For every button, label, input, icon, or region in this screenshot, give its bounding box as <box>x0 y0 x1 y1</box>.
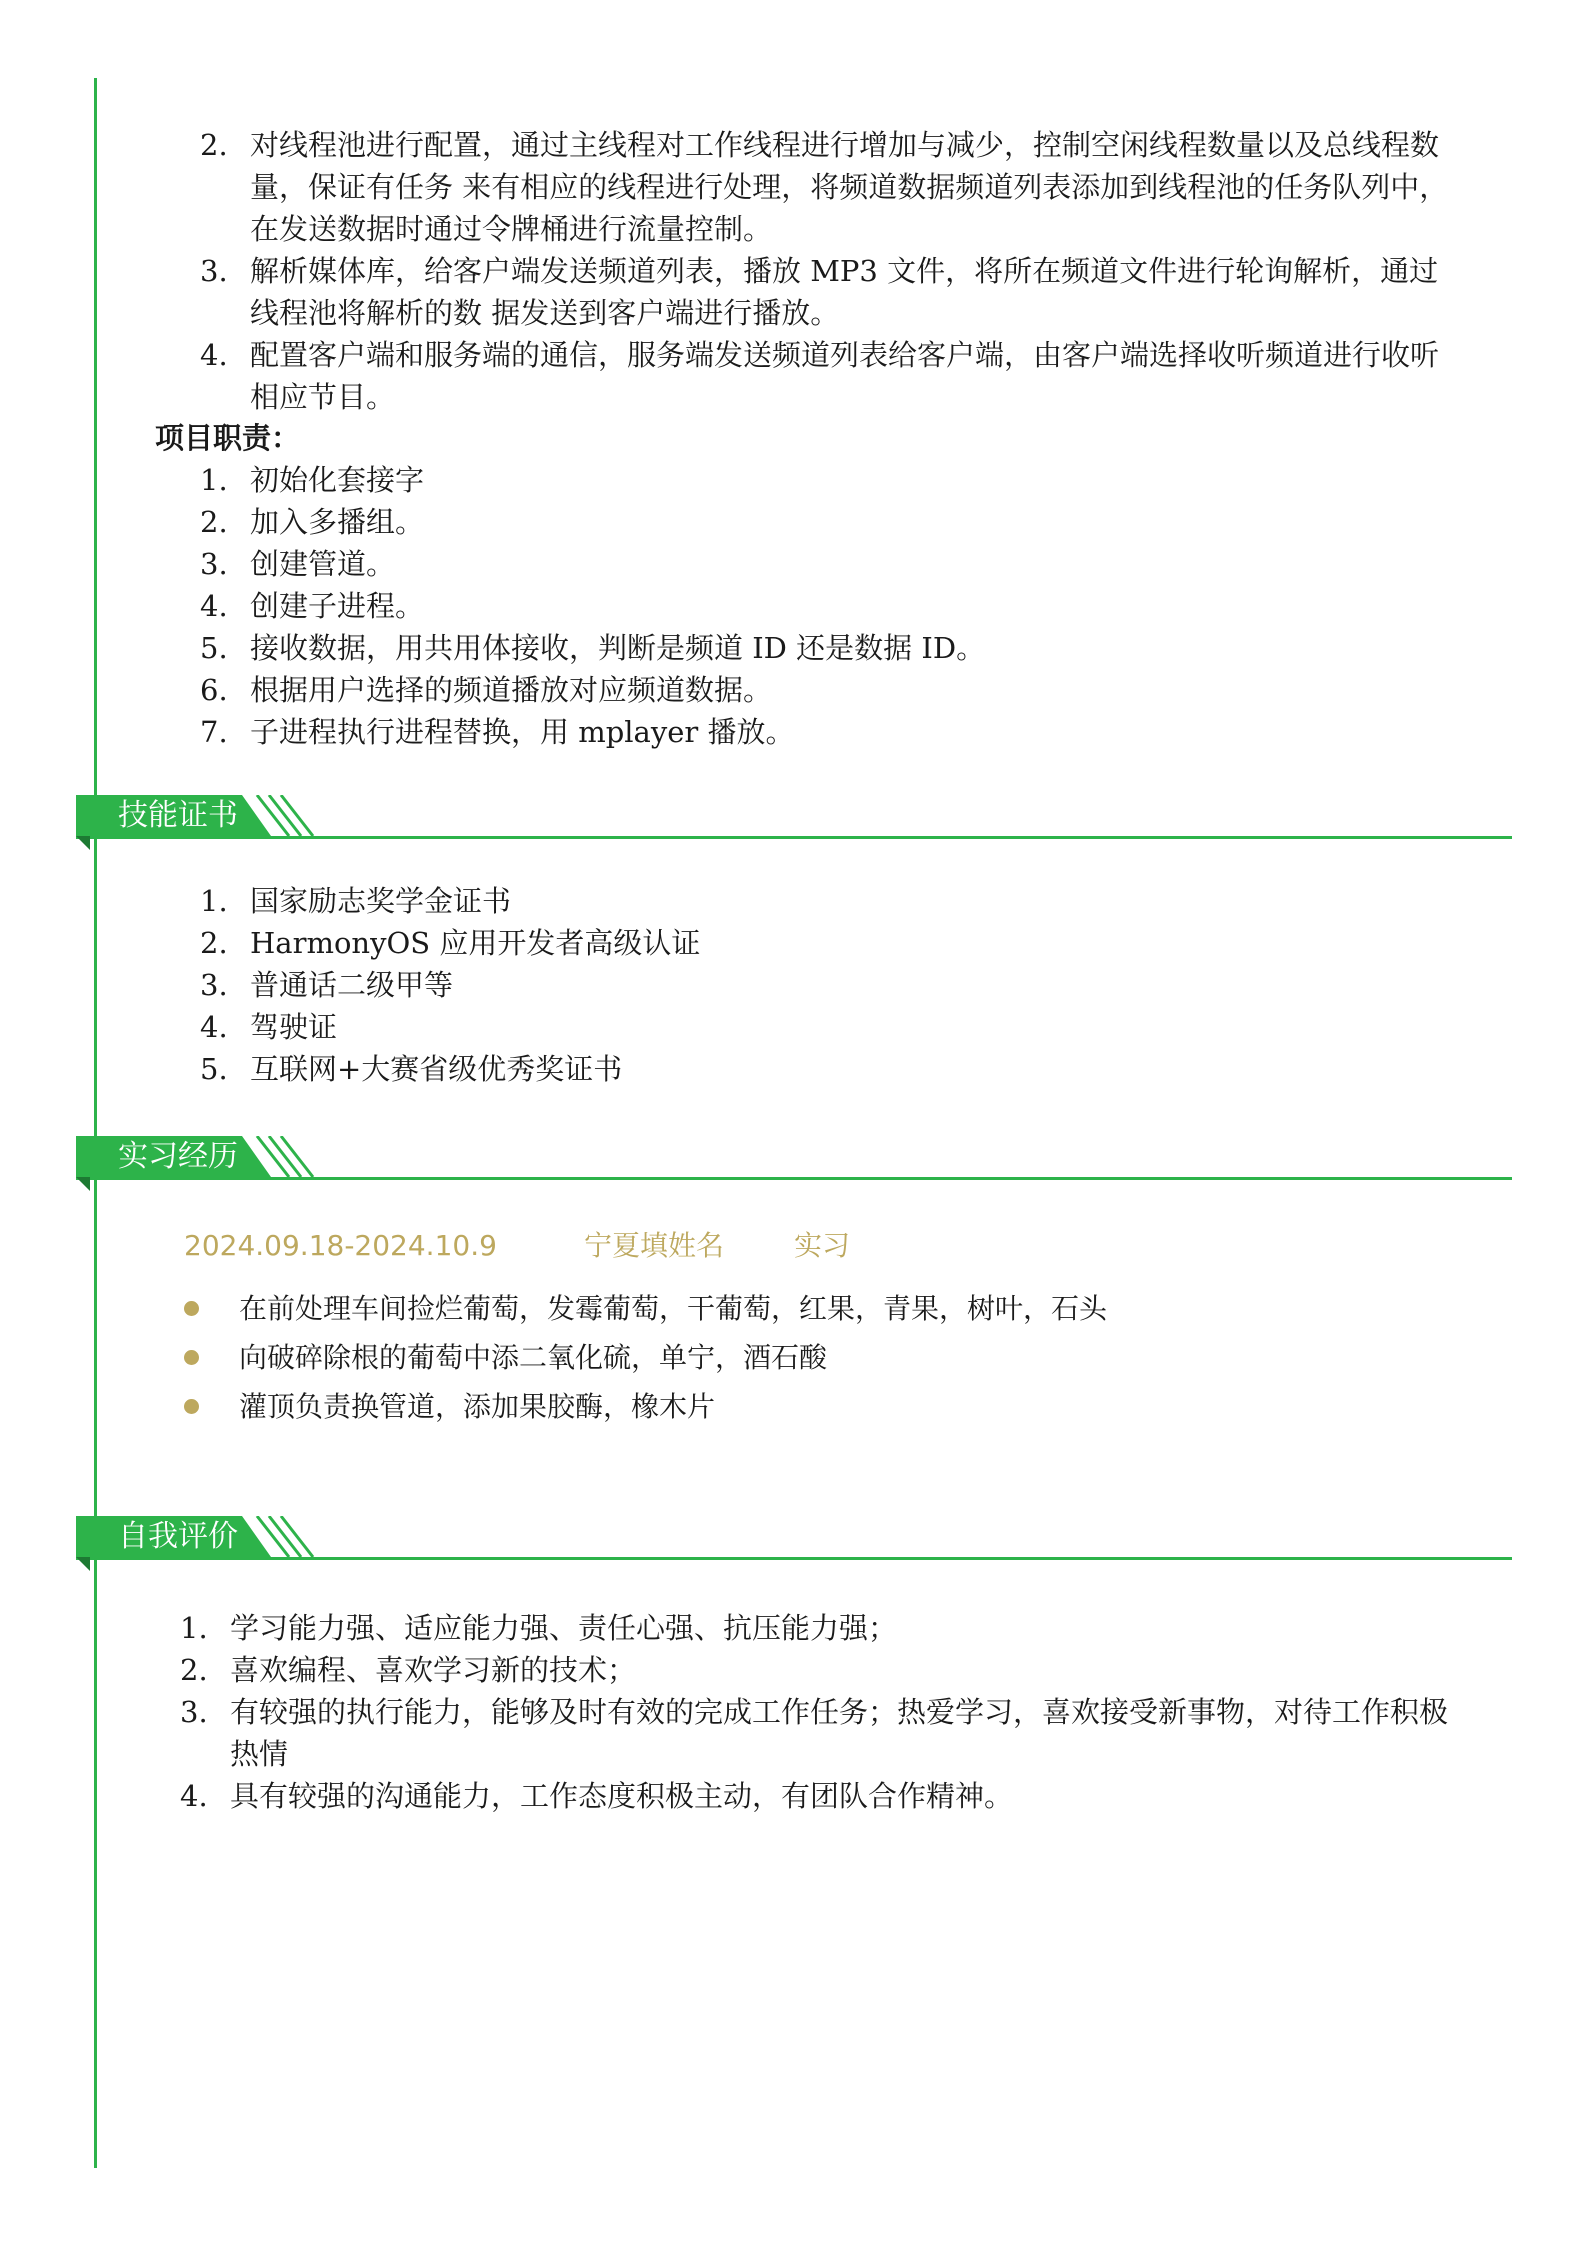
item-number: 5. <box>200 631 228 665</box>
section-title: 技能证书 <box>118 798 238 833</box>
item-number: 7. <box>200 715 228 749</box>
list-item <box>180 1691 1450 1775</box>
ribbon-fold <box>76 836 90 850</box>
item-number: 6. <box>200 673 228 707</box>
list-item <box>180 1607 1450 1649</box>
list-item <box>184 1382 1107 1431</box>
internship-date: 2024.09.18-2024.10.9 <box>184 1229 497 1262</box>
stripes-decoration <box>251 795 321 836</box>
list-item <box>180 1775 1450 1817</box>
item-number: 2. <box>200 926 228 960</box>
item-text: 解析媒体库，给客户端发送频道列表，播放 MP3 文件，将所在频道文件进行轮询解析，通过线程池将解析的数 据发送到客户端进行播放。 <box>250 254 1439 330</box>
project-details <box>200 124 1465 418</box>
item-text: 加入多播组。 <box>250 505 425 539</box>
self-eval-block <box>180 1607 1450 1817</box>
responsibilities <box>155 417 1465 753</box>
list-item <box>200 711 1465 753</box>
stripes-decoration <box>251 1136 321 1177</box>
item-number: 5. <box>200 1052 228 1086</box>
item-text: 喜欢编程、喜欢学习新的技术； <box>230 1653 637 1687</box>
item-number: 3. <box>200 254 228 288</box>
item-text: 国家励志奖学金证书 <box>250 884 512 918</box>
internship-bullets <box>184 1284 1107 1431</box>
bullet-dot-icon <box>184 1301 199 1316</box>
item-number: 4. <box>200 589 228 623</box>
list-item <box>184 1284 1107 1333</box>
section-title: 实习经历 <box>118 1139 238 1174</box>
list-item <box>200 124 1465 250</box>
self-eval-list <box>180 1607 1450 1817</box>
timeline-line <box>94 78 97 2168</box>
section-rule <box>76 1557 1512 1560</box>
item-number: 2. <box>200 128 228 162</box>
section-header-skills <box>76 795 1512 839</box>
item-text: 创建子进程。 <box>250 589 425 623</box>
list-item <box>200 669 1465 711</box>
item-text: 学习能力强、适应能力强、责任心强、抗压能力强； <box>230 1611 898 1645</box>
item-text: 灌顶负责换管道，添加果胶酶，橡木片 <box>239 1390 716 1423</box>
list-item <box>200 459 1465 501</box>
section-rule <box>76 1177 1512 1180</box>
responsibilities-title: 项目职责： <box>155 421 301 455</box>
item-number: 4. <box>200 1010 228 1044</box>
bullet-dot-icon <box>184 1350 199 1365</box>
section-header-self-eval <box>76 1516 1512 1560</box>
list-item <box>200 250 1465 334</box>
item-text: 对线程池进行配置，通过主线程对工作线程进行增加与减少，控制空闲线程数量以及总线程数量，保证有任务 来有相应的线程进行处理，将频道数据频道列表添加到线程池的任务队列中，在发送数据时通过令牌桶进行流量控制。 <box>250 128 1449 246</box>
bullet-dot-icon <box>184 1399 199 1414</box>
list-item <box>200 627 1465 669</box>
list-item <box>200 922 1465 964</box>
list-item <box>180 1649 1450 1691</box>
item-text: 普通话二级甲等 <box>250 968 454 1002</box>
item-text: 配置客户端和服务端的通信，服务端发送频道列表给客户端，由客户端选择收听频道进行收听相应节目。 <box>250 338 1440 414</box>
item-number: 1. <box>200 884 228 918</box>
internship-role: 实习 <box>794 1229 851 1262</box>
list-item <box>200 585 1465 627</box>
item-number: 1. <box>200 463 228 497</box>
list-item <box>200 964 1465 1006</box>
item-number: 3. <box>200 547 228 581</box>
item-text: 根据用户选择的频道播放对应频道数据。 <box>250 673 773 707</box>
item-number: 4. <box>180 1779 208 1813</box>
list-item <box>184 1333 1107 1382</box>
list-item <box>200 1048 1465 1090</box>
ribbon-fold <box>76 1557 90 1571</box>
item-number: 1. <box>180 1611 208 1645</box>
item-number: 4. <box>200 338 228 372</box>
item-text: 在前处理车间捡烂葡萄，发霉葡萄，干葡萄，红果，青果，树叶，石头 <box>239 1292 1108 1325</box>
list-item <box>200 501 1465 543</box>
internship-company: 宁夏填姓名 <box>584 1229 725 1262</box>
responsibilities-list <box>200 459 1465 753</box>
list-item <box>200 543 1465 585</box>
skills-list-block <box>200 880 1465 1090</box>
item-text: 驾驶证 <box>250 1010 338 1044</box>
item-text: 具有较强的沟通能力，工作态度积极主动，有团队合作精神。 <box>230 1779 1014 1813</box>
section-header-internship <box>76 1136 1512 1180</box>
item-text: 初始化套接字 <box>250 463 425 497</box>
item-text: 创建管道。 <box>250 547 396 581</box>
item-text: HarmonyOS 应用开发者高级认证 <box>250 926 701 960</box>
list-item <box>200 1006 1465 1048</box>
item-text: 互联网+大赛省级优秀奖证书 <box>250 1052 623 1086</box>
item-text: 向破碎除根的葡萄中添二氧化硫，单宁，酒石酸 <box>239 1341 828 1374</box>
ribbon-fold <box>76 1177 90 1191</box>
item-number: 3. <box>200 968 228 1002</box>
item-text: 子进程执行进程替换，用 mplayer 播放。 <box>250 715 795 749</box>
list-item <box>200 334 1465 418</box>
section-rule <box>76 836 1512 839</box>
section-title: 自我评价 <box>118 1519 238 1554</box>
skills-list <box>200 880 1465 1090</box>
item-number: 2. <box>200 505 228 539</box>
item-number: 3. <box>180 1695 208 1729</box>
item-number: 2. <box>180 1653 208 1687</box>
project-list <box>200 124 1465 418</box>
stripes-decoration <box>251 1516 321 1557</box>
item-text: 接收数据，用共用体接收，判断是频道 ID 还是数据 ID。 <box>250 631 986 665</box>
list-item <box>200 880 1465 922</box>
item-text: 有较强的执行能力，能够及时有效的完成工作任务；热爱学习，喜欢接受新事物，对待工作积极热情 <box>230 1695 1449 1771</box>
